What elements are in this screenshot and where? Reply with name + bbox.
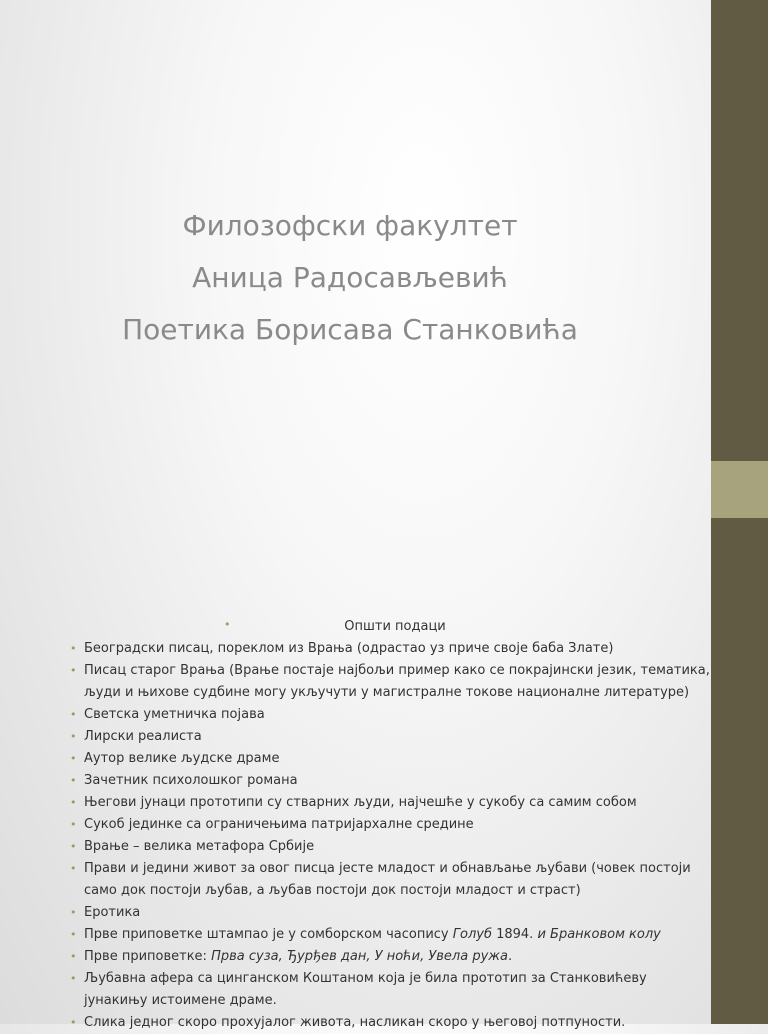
list-item-text: Лирски реалиста [84, 729, 202, 744]
list-item-text: Слика једног скоро прохујалог живота, насликан скоро у његовој потпуности. [84, 1015, 626, 1030]
list-item-text: Прави и једини живот за овог писца јесте младост и обнављање љубави (човек постоји само док постоји љубав, а љубав постоји док постоји младост и страст) [84, 861, 691, 898]
bullet-icon: • [70, 664, 77, 677]
list-item-text: Еротика [84, 905, 141, 920]
bullet-icon: • [70, 1016, 77, 1029]
bullet-icon: • [70, 972, 77, 985]
bullet-icon: • [70, 818, 77, 831]
list-item [70, 946, 710, 968]
bullet-icon: • [70, 928, 77, 941]
list-item [70, 748, 710, 770]
bullet-icon: • [70, 796, 77, 809]
list-item-text: Сукоб јединке са ограничењима патријархалне средине [84, 817, 474, 832]
italic-text: Прва суза, Ђурђев дан, У ноћи, Увела ружа [211, 949, 508, 964]
list-item [70, 1012, 710, 1034]
list-item [70, 770, 710, 792]
bullet-icon: • [70, 840, 77, 853]
bullet-icon: • [70, 730, 77, 743]
list-item-text: Аутор велике људске драме [84, 751, 280, 766]
title-subject: Поетика Борисава Станковића [122, 313, 578, 346]
italic-text: Голуб [452, 927, 492, 942]
list-item [70, 836, 710, 858]
italic-text: и Бранковом колу [537, 927, 661, 942]
list-item [70, 924, 710, 946]
bullet-icon: • [70, 862, 77, 875]
section-heading: Општи подаци [344, 619, 446, 634]
list-item-text: Врање – велика метафора Србије [84, 839, 315, 854]
list-item-text: Прве приповетке штампао је у сомборском часопису [84, 927, 453, 942]
list-item [70, 638, 710, 660]
bullet-icon: • [70, 642, 77, 655]
content-body [70, 616, 710, 1034]
list-item-text: Његови јунаци прототипи су стварних људи, најчешће у сукобу са самим собом [84, 795, 637, 810]
list-item-text: Прве приповетке: [84, 949, 212, 964]
list-item [70, 726, 710, 748]
bullet-icon: • [70, 774, 77, 787]
list-item [70, 968, 710, 1012]
list-item [70, 814, 710, 836]
section-heading-row [70, 616, 710, 638]
bullet-icon: • [70, 708, 77, 721]
list-item-text: Зачетник психолошког романа [84, 773, 298, 788]
list-item-text: 1894. [491, 927, 538, 942]
list-item-text: Писац старог Врања (Врање постаје најбољи пример како се покрајински језик, тематика, људи и њихове судбине могу укључути у магистралне токове националне литературе) [84, 663, 710, 700]
bullet-icon: • [70, 950, 77, 963]
list-item [70, 704, 710, 726]
slide-title [60, 200, 640, 356]
list-item-text: Београдски писац, пореклом из Врања (одрастао уз приче своје баба Злате) [84, 641, 614, 656]
list-item [70, 902, 710, 924]
bullet-icon: • [70, 752, 77, 765]
list-item-text: Светска уметничка појава [84, 707, 265, 722]
list-item [70, 792, 710, 814]
title-faculty: Филозофски факултет [182, 209, 518, 242]
list-item-text: Љубавна афера са цинганском Коштаном која је била прототип за Станковићеву јунакињу истоимене драме. [84, 971, 647, 1008]
title-author: Аница Радосављевић [192, 261, 508, 294]
bullet-icon: • [70, 906, 77, 919]
list-item-text: . [507, 949, 513, 964]
list-item [70, 858, 710, 902]
bullet-list [70, 638, 710, 1034]
sidebar-accent-block [711, 461, 768, 518]
list-item [70, 660, 710, 704]
bullet-icon: • [224, 618, 231, 631]
